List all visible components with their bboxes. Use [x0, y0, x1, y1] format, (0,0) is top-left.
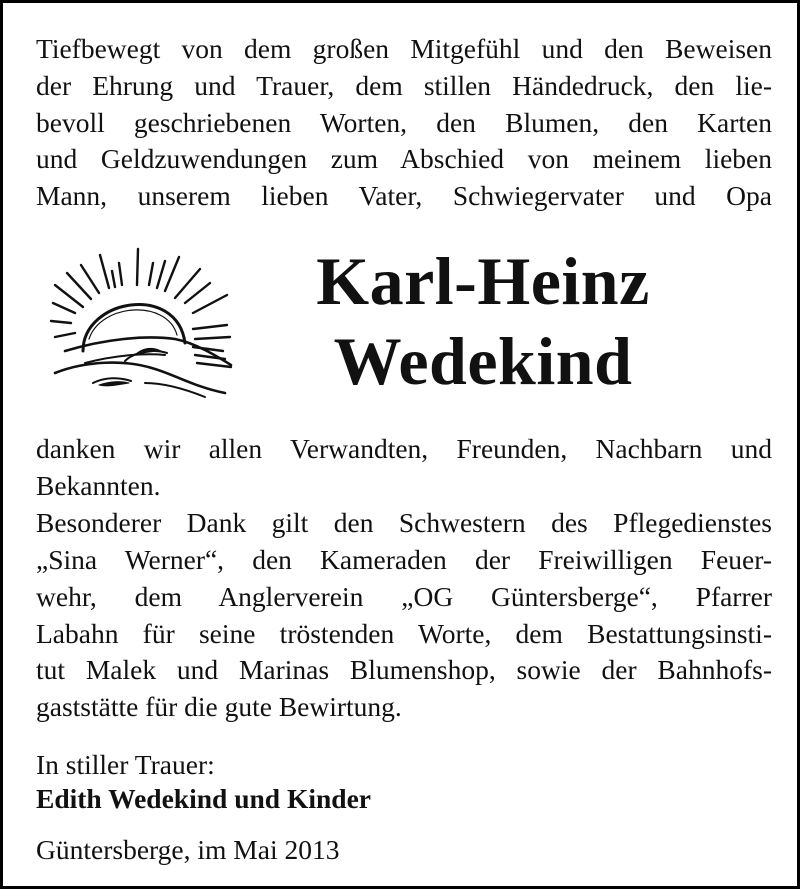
intro-line: und Geldzuwendungen zum Abschied von meinem lieben [36, 143, 772, 175]
thanks-section [36, 431, 772, 726]
intro-paragraph [36, 31, 772, 215]
place-date-text: Güntersberge, im Mai 2013 [36, 834, 340, 865]
deceased-name [243, 241, 723, 401]
thanks-line: Bekannten. [36, 469, 161, 501]
signature-names: Edith Wedekind und Kinder [36, 783, 371, 814]
special-thanks-line: Labahn für seine tröstenden Worte, dem Bestattungsinsti- [36, 617, 772, 649]
sunrise-over-hills-icon [45, 243, 240, 401]
intro-line: der Ehrung und Trauer, dem stillen Händedruck, den lie- [36, 69, 772, 101]
deceased-last-name: Wedekind [333, 323, 633, 399]
deceased-first-name: Karl-Heinz [316, 243, 650, 319]
special-thanks-line: Besonderer Dank gilt den Schwestern des Pflegedienstes [36, 506, 772, 538]
special-thanks-line: tut Malek und Marinas Blumenshop, sowie der Bahnhofs- [36, 654, 772, 686]
signature-intro: In stiller Trauer: [36, 749, 215, 780]
thanks-line: danken wir allen Verwandten, Freunden, Nachbarn und [36, 433, 772, 464]
special-thanks-line: wehr, dem Anglerverein „OG Güntersberge“, Pfarrer [36, 580, 772, 612]
intro-line: Mann, unserem lieben Vater, Schwiegervater und Opa [36, 180, 772, 212]
place-date [36, 832, 772, 868]
special-thanks-line: „Sina Werner“, den Kameraden der Freiwilligen Feuer- [36, 543, 772, 575]
intro-line: bevoll geschriebenen Worten, den Blumen, den Karten [36, 106, 772, 138]
intro-line: Tiefbewegt von dem großen Mitgefühl und den Beweisen [36, 33, 772, 64]
signature-block [36, 748, 772, 816]
special-thanks-line: gaststätte für die gute Bewirtung. [36, 691, 402, 723]
